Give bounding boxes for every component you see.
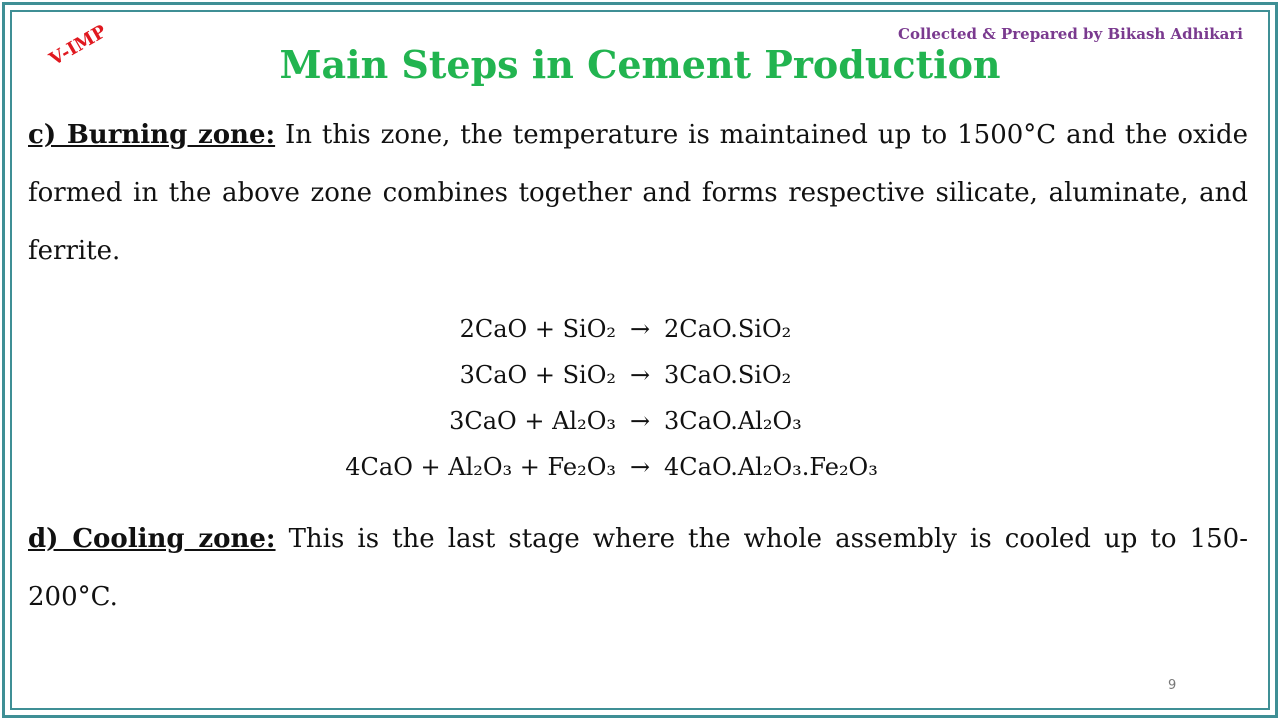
slide-title: Main Steps in Cement Production	[279, 42, 1001, 87]
equation-row	[0, 398, 1280, 444]
equation-reactants: 3CaO + Al₂O₃	[449, 407, 616, 435]
page-number: 9	[1168, 678, 1177, 693]
reaction-equations	[0, 306, 1280, 490]
reaction-arrow: →	[629, 315, 651, 343]
burning-zone-paragraph	[28, 106, 1248, 280]
equation-product: 2CaO.SiO₂	[664, 315, 792, 343]
equation-reactants: 4CaO + Al₂O₃ + Fe₂O₃	[345, 453, 616, 481]
equation-reactants: 3CaO + SiO₂	[459, 361, 616, 389]
cooling-zone-label: d) Cooling zone:	[28, 524, 276, 554]
equation-product: 4CaO.Al₂O₃.Fe₂O₃	[664, 453, 878, 481]
equation-reactants: 2CaO + SiO₂	[459, 315, 616, 343]
equation-row	[0, 444, 1280, 490]
reaction-arrow: →	[629, 361, 651, 389]
cooling-zone-paragraph	[28, 510, 1248, 626]
equation-product: 3CaO.SiO₂	[664, 361, 792, 389]
equation-row	[0, 306, 1280, 352]
cooling-zone-text: This is the last stage where the whole assembly is cooled up to 150-200°C.	[28, 524, 1248, 612]
burning-zone-label: c) Burning zone:	[28, 120, 276, 150]
author-credit: Collected & Prepared by Bikash Adhikari	[898, 25, 1243, 43]
reaction-arrow: →	[629, 453, 651, 481]
burning-zone-text: In this zone, the temperature is maintained up to 1500°C and the oxide formed in the above zone combines together and forms respective silicate, aluminate, and ferrite.	[28, 120, 1248, 266]
reaction-arrow: →	[629, 407, 651, 435]
equation-row	[0, 352, 1280, 398]
equation-product: 3CaO.Al₂O₃	[664, 407, 802, 435]
importance-badge: V-IMP	[46, 20, 111, 71]
